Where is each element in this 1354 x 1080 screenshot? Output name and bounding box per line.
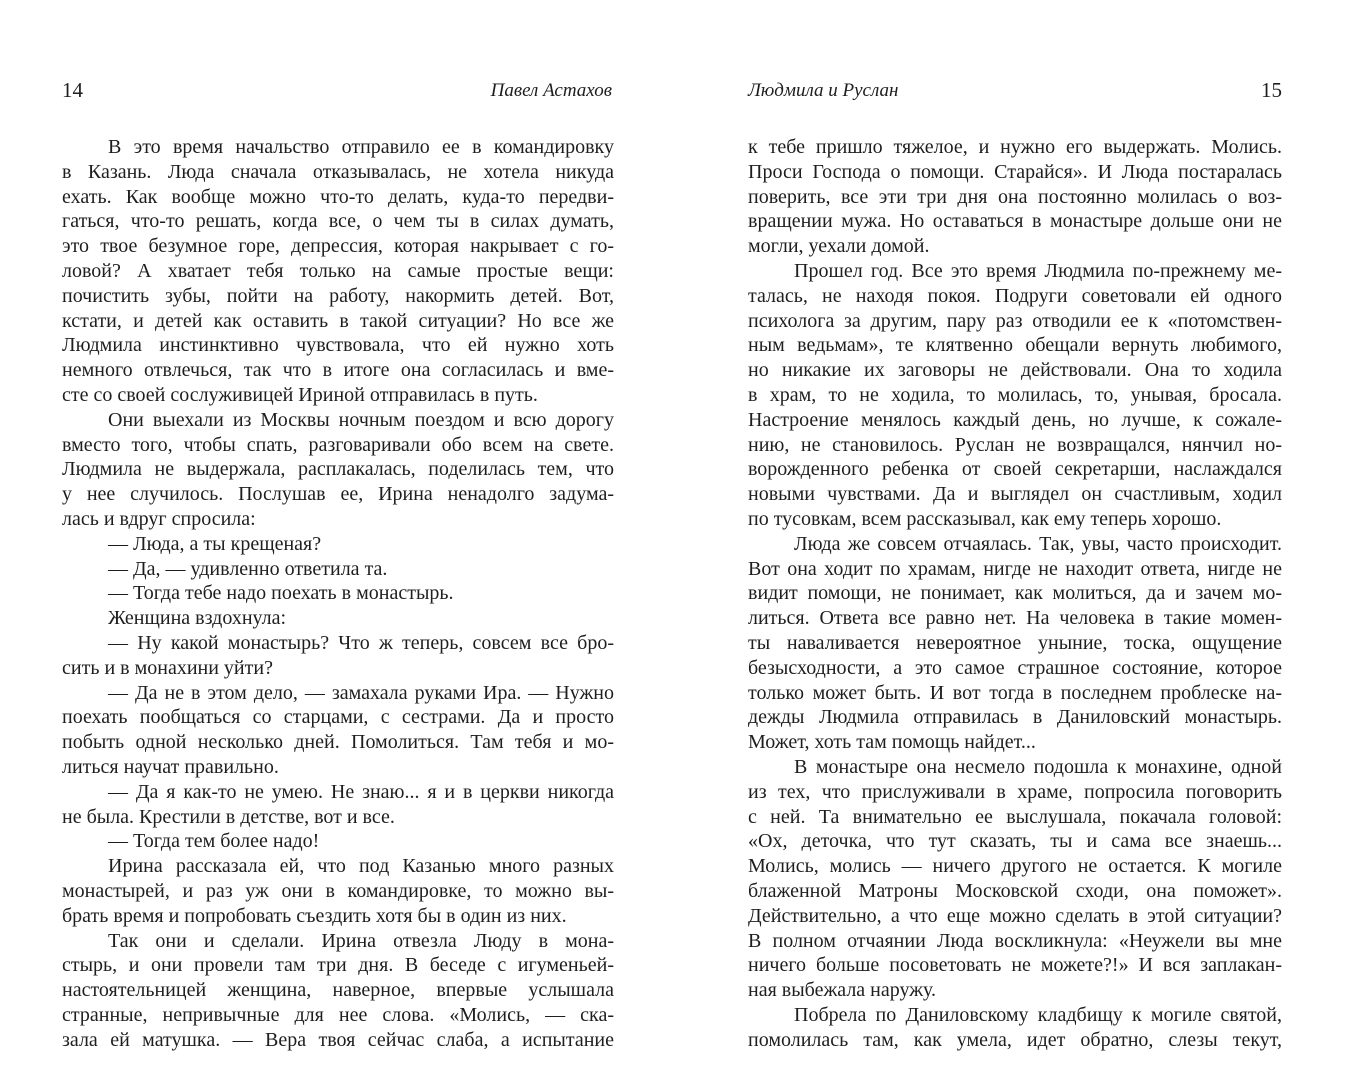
text-line: безысходности, а это самое страшное состояние, которое [748,656,1282,679]
paragraph [62,854,614,928]
text-line: почистить зубы, пойти на работу, накормить детей. Вот, [62,284,614,307]
text-line: — Да не в этом дело, — замахала руками Ира. — Нужно [108,681,614,704]
text-line: — Да я как-то не умею. Не знаю... я и в церкви никогда [108,780,614,803]
text-line: к тебе пришло тяжелое, и нужно его выдержать. Молись. [748,136,1282,158]
text-line: странные, непривычные для нее слова. «Молись, — ска- [62,1003,614,1026]
paragraph [62,532,614,557]
text-line: вращении мужа. Но оставаться в монастыре дольше они не [748,210,1282,233]
text-line: монастырей, и раз уж они в командировке, то можно вы- [62,879,614,902]
paragraph [748,1003,1282,1053]
paragraph [62,929,614,1053]
text-line: Людмила инстинктивно чувствовала, что ей нужно хоть [62,334,614,357]
text-line: Людмила не выдержала, расплакалась, поделилась тем, что [62,458,614,481]
paragraph [62,780,614,830]
text-line: поверить, все эти три дня она постоянно молилась о воз- [748,185,1282,208]
paragraph [62,829,614,854]
text-line: не была. Крестили в детстве, вот и все. [62,805,395,828]
text-line: — Люда, а ты крещеная? [108,532,322,555]
text-line: ным ведьмам», те клятвенно обещали вернуть любимого, [748,334,1282,357]
text-line: сить и в монахини уйти? [62,656,273,679]
text-line: могли, уехали домой. [748,235,930,258]
text-line: вместо того, чтобы спать, разговаривали обо всем на свете. [62,433,614,456]
text-line: Молись, молись — ничего другого не остается. К могиле [748,855,1282,878]
text-line: немного отвлечься, так что в итоге она согласилась и вме- [62,359,614,382]
text-line: по тусовкам, всем рассказывал, как ему теперь хорошо. [748,507,1222,530]
text-line: — Тогда тебе надо поехать в монастырь. [108,582,454,605]
text-line: Люда же совсем отчаялась. Так, увы, часто происходит. [794,532,1282,555]
page-body [62,135,614,1052]
text-line: ловой? А хватает тебя только на самые простые вещи: [62,259,614,282]
text-line: Прошел год. Все это время Людмила по-прежнему ме- [794,259,1282,282]
paragraph [62,581,614,606]
text-line: дежды Людмила отправилась в Даниловский монастырь. [748,706,1282,729]
left-page [62,0,614,1080]
text-line: Действительно, а что еще можно сделать в этой ситуации? [748,904,1282,927]
text-line: Настроение менялось каждый день, но лучше, к сожале- [748,408,1282,431]
paragraph [748,135,1282,259]
text-line: это твое безумное горе, депрессия, которая накрывает с го- [62,235,614,258]
text-line: в Казань. Люда сначала отказывалась, не хотела никуда [62,160,614,183]
paragraph [748,532,1282,755]
page-number: 15 [1261,78,1282,102]
text-line: видит помощи, не понимает, как молиться, да и зачем мо- [748,582,1282,605]
text-line: Женщина вздохнула: [108,607,287,630]
text-line: Может, хоть там помощь найдет... [748,731,1036,754]
paragraph [748,755,1282,1003]
text-line: лась и вдруг спросила: [62,507,256,530]
text-line: нию, не становилось. Руслан не возвращался, нянчил но- [748,433,1282,456]
paragraph [62,135,614,408]
text-line: Побрела по Даниловскому кладбищу к могиле святой, [794,1003,1282,1026]
paragraph [62,557,614,582]
text-line: Вот она ходит по храмам, нигде не находит ответа, нигде не [748,557,1282,580]
text-line: только может быть. И вот тогда в последнем проблеске на- [748,681,1282,704]
text-line: «Ох, деточка, что тут сказать, ты и сама все знаешь... [748,830,1282,853]
text-line: литься. Ответа все равно нет. На человека в такие момен- [748,607,1282,630]
paragraph [748,259,1282,532]
text-line: литься научат правильно. [62,755,279,778]
text-line: кстати, и детей как оставить в такой ситуации? Но все же [62,309,614,332]
text-line: настоятельницей женщина, наверное, впервые услышала [62,979,614,1002]
text-line: помолилась там, как умела, идет обратно, слезы текут, [748,1028,1282,1051]
running-header [62,78,614,106]
text-line: из тех, что прислуживали в храме, попросила поговорить [748,780,1282,803]
text-line: у нее случилось. Послушав ее, Ирина ненадолго задума- [62,483,614,506]
page-number: 14 [62,78,83,102]
paragraph [62,681,614,780]
text-line: блаженной Матроны Московской сходи, она поможет». [748,879,1282,902]
paragraph [62,408,614,532]
paragraph [62,606,614,631]
text-line: побыть одной несколько дней. Помолиться. Там тебя и мо- [62,731,614,754]
text-line: ты наваливается невероятное уныние, тоска, ощущение [748,631,1282,654]
text-line: поехать пообщаться со старцами, с сестрами. Да и просто [62,706,614,729]
text-line: — Ну какой монастырь? Что ж теперь, совсем все бро- [108,631,614,654]
text-line: Ирина рассказала ей, что под Казанью много разных [108,855,614,878]
text-line: ворожденного ребенка от своей секретарши, наслаждался [748,458,1282,481]
text-line: — Тогда тем более надо! [108,830,320,853]
running-title-chapter: Людмила и Руслан [748,80,899,101]
text-line: — Да, — удивленно ответила та. [108,557,388,580]
text-line: в храм, то не ходила, то молилась, то, унывая, бросала. [748,383,1282,406]
text-line: талась, не находя покоя. Подруги советовали ей одного [748,284,1282,307]
text-line: В это время начальство отправило ее в командировку [108,136,614,158]
text-line: Они выехали из Москвы ночным поездом и всю дорогу [108,408,614,431]
running-header [748,78,1282,106]
text-line: зала ей матушка. — Вера твоя сейчас слаба, а испытание [62,1028,614,1051]
text-line: ная выбежала наружу. [748,979,937,1002]
text-line: психолога за другим, пару раз отводили ее к «потомствен- [748,309,1282,332]
paragraph [62,631,614,681]
text-line: новыми чувствами. Да и выглядел он счастливым, ходил [748,483,1282,506]
page-body [748,135,1282,1052]
right-page [748,0,1282,1080]
text-line: стырь, и они провели там три дня. В беседе с игуменьей- [62,954,614,977]
text-line: ничего больше посоветовать не можете?!» И вся заплакан- [748,954,1282,977]
text-line: В полном отчаянии Люда воскликнула: «Неужели вы мне [748,929,1282,952]
text-line: с ней. Та внимательно ее выслушала, покачала головой: [748,805,1282,828]
text-line: ехать. Как вообще можно что-то делать, куда-то передви- [62,185,614,208]
text-line: Проси Господа о помощи. Старайся». И Люда постаралась [748,160,1282,183]
text-line: сте со своей сослуживицей Ириной отправилась в путь. [62,383,538,406]
text-line: Так они и сделали. Ирина отвезла Люду в мона- [108,929,614,952]
text-line: В монастыре она несмело подошла к монахине, одной [794,755,1282,778]
running-title-author: Павел Астахов [490,80,612,101]
text-line: брать время и попробовать съездить хотя бы в один из них. [62,904,567,927]
text-line: но никакие их заговоры не действовали. Она то ходила [748,359,1282,382]
text-line: гаться, что-то решать, когда все, о чем ты в силах думать, [62,210,614,233]
